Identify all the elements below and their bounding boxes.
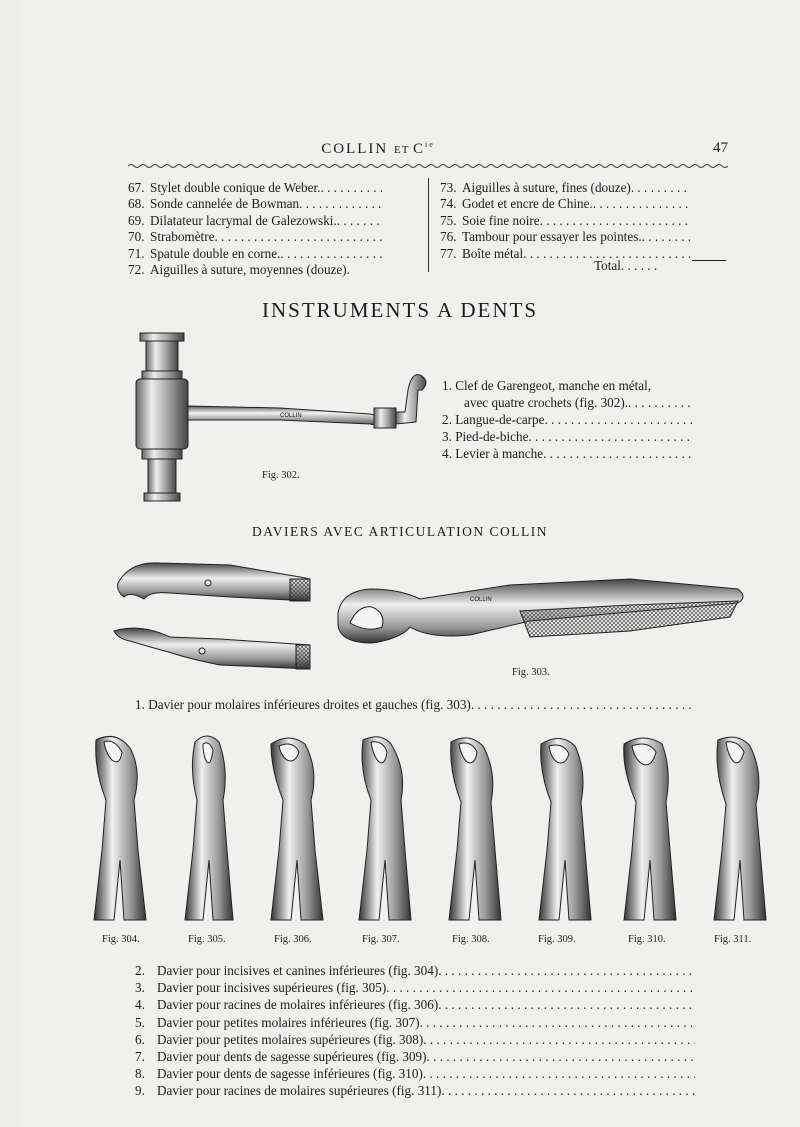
item-text: 3. Pied-de-biche <box>442 429 529 444</box>
list-item <box>440 180 690 196</box>
dot-leader <box>631 180 690 196</box>
item-text: Godet et encre de Chine. <box>462 196 593 212</box>
item-text: Davier pour petites molaires supérieures (fig. 308) <box>157 1031 424 1047</box>
item-num: 77. <box>440 245 457 261</box>
item-text: Strabomètre <box>150 229 215 245</box>
item-num: 74. <box>440 196 457 212</box>
forceps-311 <box>714 737 766 920</box>
engraved-collin-303: COLLIN <box>470 597 492 603</box>
header-title <box>128 140 628 158</box>
dot-leader <box>441 1082 695 1099</box>
column-divider <box>428 178 429 272</box>
item-num: 76. <box>440 229 457 245</box>
item-num: 3. <box>135 980 145 996</box>
item-text: Aiguilles à suture, moyennes (douze). <box>150 262 350 278</box>
item-num: 68. <box>128 196 145 212</box>
item-text: Aiguilles à suture, fines (douze) <box>462 180 631 195</box>
list-item <box>135 979 695 996</box>
fig-311-label: Fig. 311. <box>714 934 752 945</box>
subsection-title: DAVIERS AVEC ARTICULATION COLLIN <box>251 524 549 539</box>
fig-302-label: Fig. 302. <box>262 470 300 481</box>
item-num: 69. <box>128 212 145 228</box>
dot-leader <box>423 1031 695 1048</box>
page-number: 47 <box>713 140 728 156</box>
fig-303-illustration <box>110 555 750 685</box>
item-text: Davier pour racines de molaires supérieures (fig. 311) <box>157 1083 442 1099</box>
list-item <box>135 1031 695 1048</box>
dot-leader <box>642 229 690 245</box>
dot-leader <box>214 229 382 245</box>
list-item <box>135 1048 695 1065</box>
forceps-309 <box>539 738 591 920</box>
fig-302-illustration <box>130 328 430 508</box>
header-collin: COLLIN <box>321 141 389 157</box>
dot-leader <box>423 1065 695 1082</box>
dot-leader <box>427 1048 695 1065</box>
section-title: INSTRUMENTS A DENTS <box>261 298 539 322</box>
list-item <box>128 246 382 262</box>
item-num: 4. <box>135 997 145 1013</box>
dot-leader <box>299 196 382 212</box>
list-item <box>440 213 690 229</box>
list-item <box>135 1082 695 1099</box>
forceps-310 <box>624 738 676 920</box>
forceps-304 <box>94 736 146 920</box>
list-item <box>128 196 382 212</box>
fig-309-label: Fig. 309. <box>538 934 576 945</box>
dot-leader <box>438 962 695 979</box>
item-text: 2. Langue-de-carpe <box>442 412 545 427</box>
list-item <box>128 213 382 229</box>
header-wavy-rule <box>128 163 728 169</box>
total-line <box>692 260 726 261</box>
dot-leader <box>540 213 690 229</box>
dot-leader <box>545 411 694 428</box>
daviers-list <box>135 962 695 1100</box>
item-text: Sonde cannelée de Bowman <box>150 196 300 212</box>
dot-leader <box>320 180 382 196</box>
list-item <box>128 229 382 245</box>
top-list-left <box>128 180 382 278</box>
instrument-key-list <box>442 377 694 462</box>
list-item <box>135 697 695 713</box>
item-num: 9. <box>135 1083 145 1099</box>
top-list-right <box>440 180 690 262</box>
item-num: 71. <box>128 245 145 261</box>
item-text: Davier pour racines de molaires inférieures (fig. 306) <box>157 997 439 1013</box>
item-num: 72. <box>128 262 145 278</box>
fig-310-label: Fig. 310. <box>628 934 666 945</box>
fig-305-label: Fig. 305. <box>188 934 226 945</box>
list-item <box>442 445 694 462</box>
item-num: 7. <box>135 1049 145 1065</box>
fig-303-label: Fig. 303. <box>512 667 550 678</box>
item-text: Davier pour incisives supérieures (fig. 305) <box>157 980 387 996</box>
item-text: Stylet double conique de Weber. <box>150 180 321 195</box>
item-text: Davier pour dents de sagesse supérieures (fig. 309) <box>157 1049 427 1065</box>
list-item <box>135 962 695 979</box>
dot-leader <box>471 697 695 713</box>
davier-item-1 <box>135 697 695 713</box>
header-co-sup: ie <box>424 140 435 149</box>
list-item <box>135 1065 695 1082</box>
item-num: 70. <box>128 229 145 245</box>
dot-leader <box>628 394 694 411</box>
fig-306-label: Fig. 306. <box>274 934 312 945</box>
list-item <box>442 411 694 428</box>
item-num: 67. <box>128 180 145 195</box>
item-text: Davier pour dents de sagesse inférieures (fig. 310) <box>157 1066 423 1082</box>
dot-leader <box>337 213 382 229</box>
total-text: Total. <box>594 258 625 273</box>
item-text: 4. Levier à manche <box>442 446 544 461</box>
forceps-307 <box>359 737 411 920</box>
dot-leader <box>420 1014 695 1031</box>
fig-304-label: Fig. 304. <box>102 934 140 945</box>
item-text: Dilatateur lacrymal de Galezowski. <box>150 212 337 228</box>
dot-leader <box>386 979 695 996</box>
list-item: 1. Clef de Garengeot, manche en métal, <box>442 378 652 393</box>
item-text: Davier pour incisives et canines inférieures (fig. 304) <box>157 963 439 978</box>
item-text: avec quatre crochets (fig. 302). <box>464 395 629 410</box>
item-num: 2. <box>135 963 145 978</box>
item-num: 8. <box>135 1066 145 1082</box>
forceps-305 <box>185 736 233 920</box>
item-text: Spatule double en corne. <box>150 245 281 261</box>
dot-leader <box>438 996 695 1013</box>
item-num: 5. <box>135 1014 145 1030</box>
forceps-306 <box>271 738 323 920</box>
item-text: Davier pour petites molaires inférieures (fig. 307) <box>157 1014 420 1030</box>
item-num: 75. <box>440 212 457 228</box>
list-item <box>440 229 690 245</box>
forceps-308 <box>449 738 501 920</box>
list-item <box>128 262 382 278</box>
list-item <box>440 196 690 212</box>
item-text: Tambour pour essayer les pointes. <box>462 229 642 245</box>
header-et: ET <box>393 144 410 156</box>
item-num: 73. <box>440 180 457 195</box>
list-item <box>135 1014 695 1031</box>
dot-leader <box>593 196 690 212</box>
list-item <box>442 428 694 445</box>
engraved-collin: COLLIN <box>280 413 302 419</box>
list-item <box>135 996 695 1013</box>
list-item <box>442 394 694 411</box>
dot-leader <box>280 246 382 262</box>
page-header <box>128 140 728 162</box>
total-label: Total. . . . . . <box>594 258 658 273</box>
dot-leader <box>528 428 694 445</box>
fig-308-label: Fig. 308. <box>452 934 490 945</box>
header-co: C <box>412 141 425 157</box>
item-text: Boîte métal <box>462 245 524 261</box>
forceps-row-illustration <box>70 730 790 930</box>
list-item <box>128 180 382 196</box>
item-text: 1. Davier pour molaires inférieures droites et gauches (fig. 303) <box>135 697 471 712</box>
fig-307-label: Fig. 307. <box>362 934 400 945</box>
dot-leader <box>543 445 694 462</box>
item-num: 6. <box>135 1031 145 1047</box>
item-text: Soie fine noire <box>462 212 540 228</box>
